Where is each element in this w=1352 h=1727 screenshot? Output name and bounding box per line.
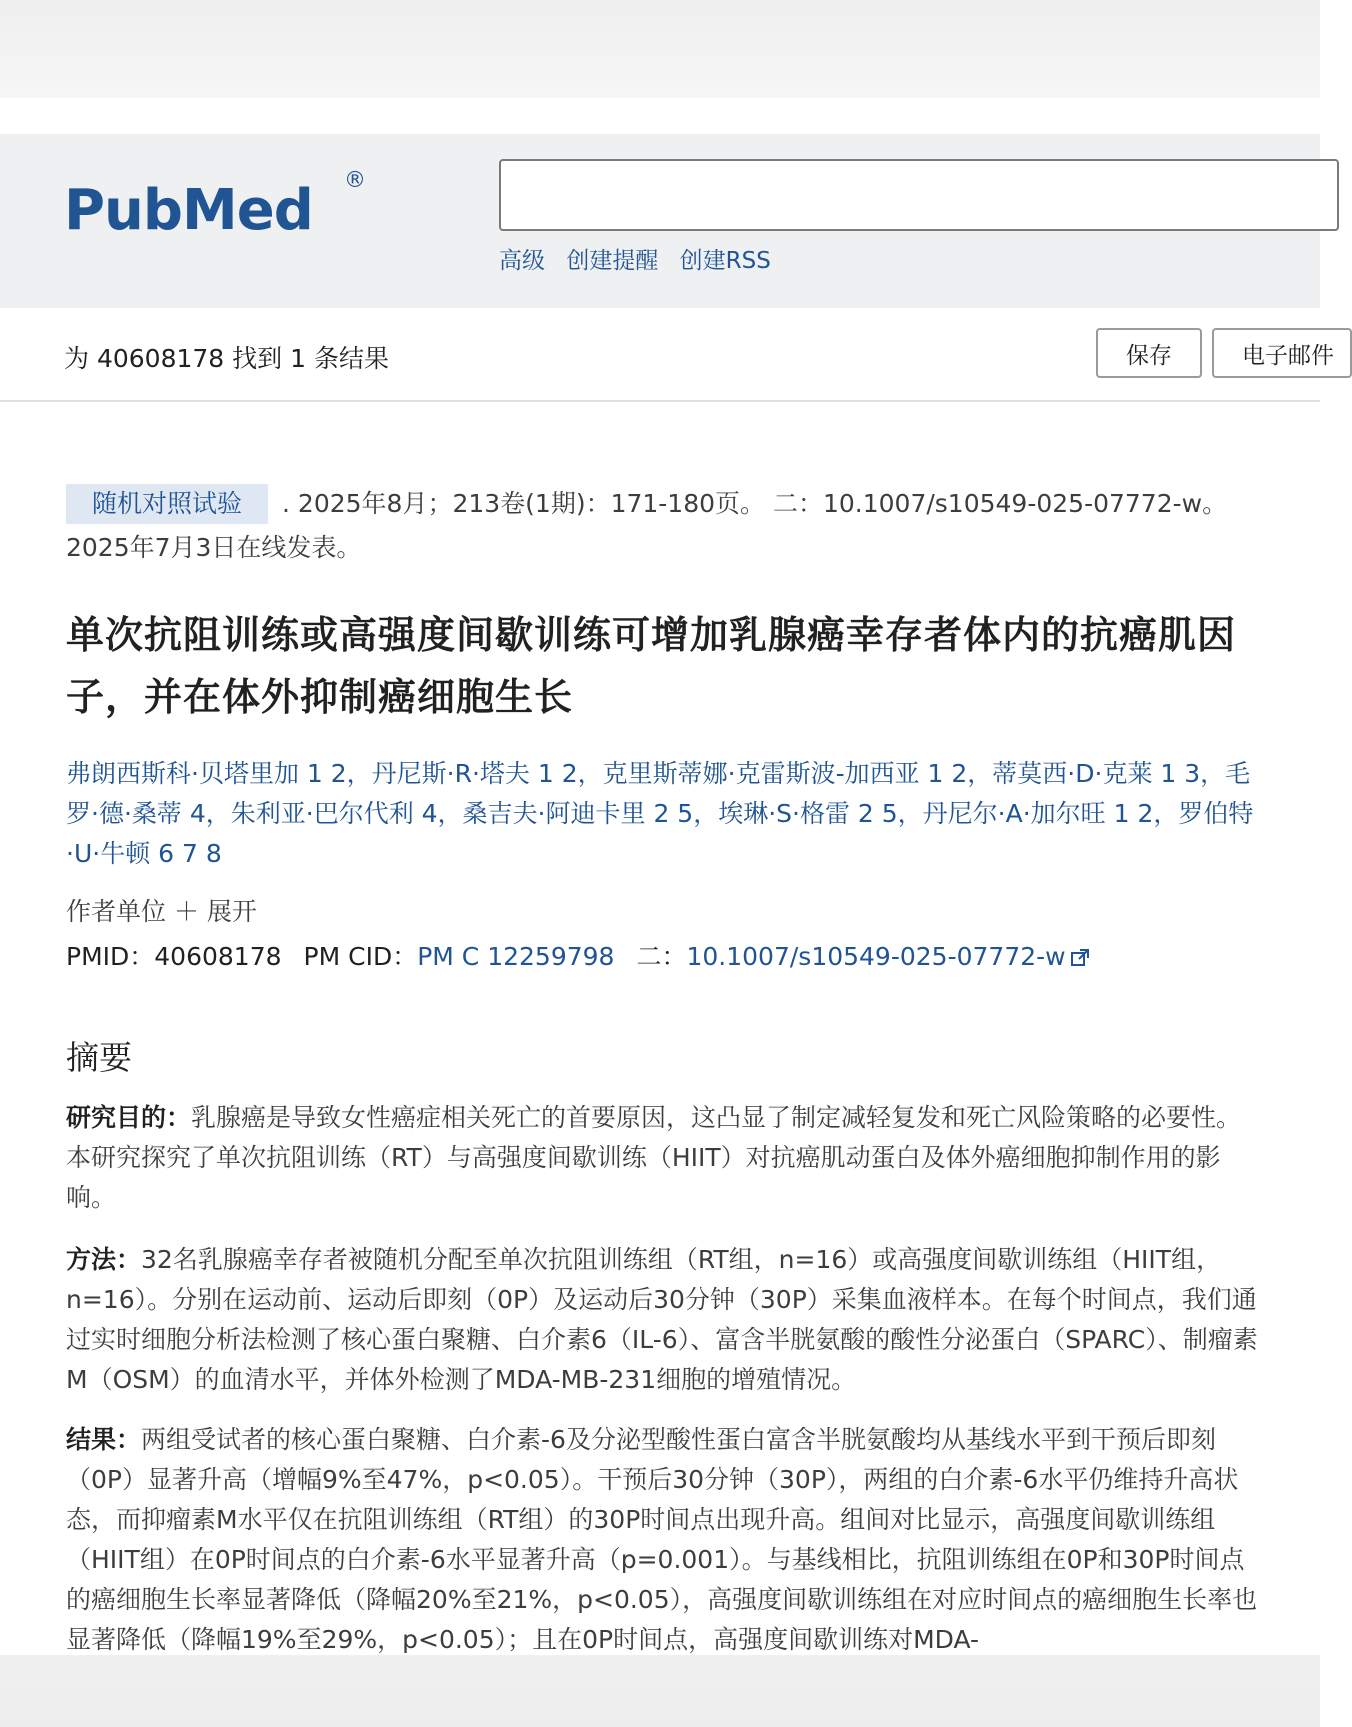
- methods-text: 32名乳腺癌幸存者被随机分配至单次抗阻训练组（RT组，n=16）或高强度间歇训练组（HIIT组，n=16）。分别在运动前、运动后即刻（0P）及运动后30分钟（30P）采集血液样本。在每个时间点，我们通过实时细胞分析法检测了核心蛋白聚糖、白介素6（IL-6）、富含半胱氨酸的酸性分泌蛋白（SPARC）、制瘤素M（OSM）的血清水平，并体外检测了MDA-MB-231细胞的增殖情况。: [66, 1245, 1258, 1394]
- pmid-label: PMID：: [66, 942, 155, 971]
- results-text: 两组受试者的核心蛋白聚糖、白介素-6及分泌型酸性蛋白富含半胱氨酸均从基线水平到干预后即刻（0P）显著升高（增幅9%至47%，p<0.05）。干预后30分钟（30P），两组的白介素-6水平仍维持升高状态，而抑瘤素M水平仅在抗阻训练组（RT组）的30P时间点出现升高。组间对比显示，高强度间歇训练组（HIIT组）在0P时间点的白介素-6水平显著升高（p=0.001）。与基线相比，抗阻训练组在0P和30P时间点的癌细胞生长率显著降低（降幅20%至21%，p<0.05），高强度间歇训练组在对应时间点的癌细胞生长率也显著降低（降幅19%至29%，p<0.05）；且在0P时间点，高强度间歇训练对MDA-: [66, 1425, 1258, 1654]
- pmcid-label: PM CID：: [303, 942, 418, 971]
- search-input[interactable]: [499, 159, 1339, 231]
- abstract-objective: [66, 1098, 1266, 1218]
- header-links: [499, 242, 785, 275]
- registered-mark: ®: [344, 168, 366, 193]
- bottom-fade: [0, 1655, 1320, 1727]
- online-date: 2025年7月3日在线发表。: [66, 533, 362, 562]
- results-summary: 为 40608178 找到 1 条结果: [64, 344, 389, 373]
- pubmed-logo[interactable]: [64, 162, 374, 252]
- create-alert-link[interactable]: 创建提醒: [566, 248, 659, 274]
- citation-text: . 2025年8月；213卷(1期)：171-180页。 二：10.1007/s10549-025-07772-w。: [282, 489, 1228, 518]
- affiliations-toggle[interactable]: 作者单位 ＋ 展开: [66, 897, 257, 926]
- doi-link[interactable]: 10.1007/s10549-025-07772-w: [686, 942, 1066, 971]
- objective-text: 乳腺癌是导致女性癌症相关死亡的首要原因，这凸显了制定减轻复发和死亡风险策略的必要性。本研究探究了单次抗阻训练（RT）与高强度间歇训练（HIIT）对抗癌肌动蛋白及体外癌细胞抑制作用的影响。: [66, 1103, 1242, 1212]
- band-gap: [0, 98, 1320, 134]
- save-button[interactable]: 保存: [1096, 328, 1202, 378]
- logo-text: PubMed: [64, 178, 313, 243]
- abstract-methods: [66, 1240, 1266, 1400]
- create-rss-link[interactable]: 创建RSS: [679, 248, 771, 274]
- pmid-value: 40608178: [154, 942, 282, 971]
- abstract-results: [66, 1420, 1266, 1660]
- top-band: [0, 0, 1320, 98]
- pmcid-link[interactable]: PM C 12259798: [417, 942, 615, 971]
- publication-type-badge[interactable]: 随机对照试验: [66, 484, 268, 524]
- external-link-icon[interactable]: [1070, 945, 1090, 974]
- abstract-heading: 摘要: [66, 1038, 132, 1077]
- email-button[interactable]: 电子邮件: [1212, 328, 1352, 378]
- advanced-search-link[interactable]: 高级: [499, 248, 545, 274]
- objective-label: 研究目的：: [66, 1103, 192, 1132]
- article-title: 单次抗阻训练或高强度间歇训练可增加乳腺癌幸存者体内的抗癌肌因子，并在体外抑制癌细胞生长: [66, 613, 1237, 719]
- results-label: 结果：: [66, 1425, 142, 1454]
- doi-label: 二：: [636, 942, 687, 971]
- article-identifiers: [66, 937, 1090, 974]
- author-list[interactable]: 弗朗西斯科·贝塔里加 1 2，丹尼斯·R·塔夫 1 2，克里斯蒂娜·克雷斯波-加西亚 1 2，蒂莫西·D·克莱 1 3，毛罗·德·桑蒂 4，朱利亚·巴尔代利 4，桑吉夫·阿迪卡里 2 5，埃琳·S·格雷 2 5，丹尼尔·A·加尔旺 1 2，罗伯特·U·牛顿 6 7 8: [66, 759, 1254, 868]
- citation: [66, 482, 1266, 570]
- methods-label: 方法：: [66, 1245, 142, 1274]
